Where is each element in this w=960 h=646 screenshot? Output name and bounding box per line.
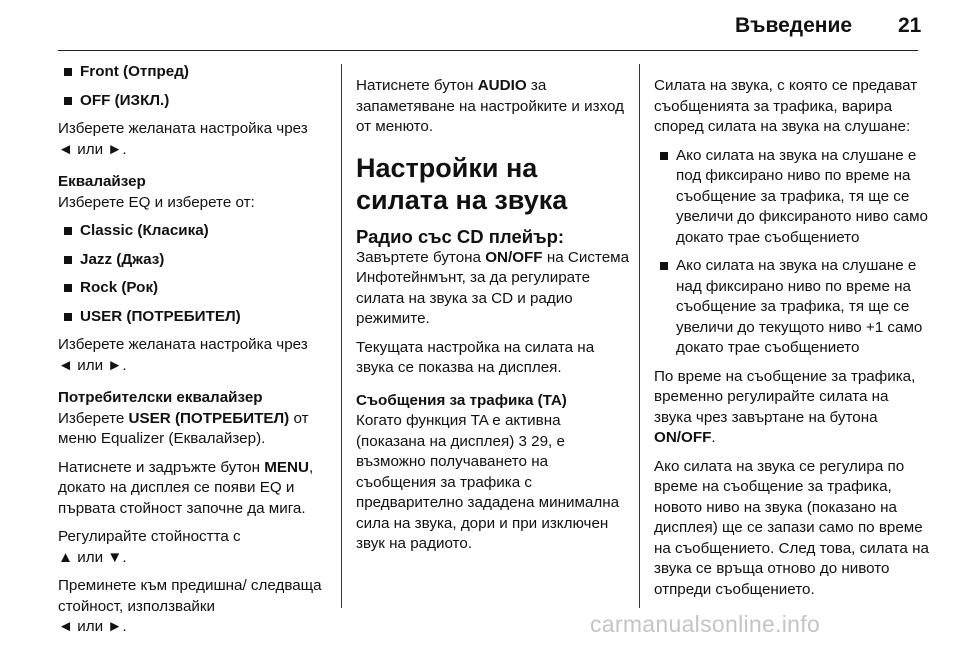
arrow-left-right-icon: ◄ или ►.: [58, 356, 127, 374]
paragraph: По време на съобщение за трафика, временно регулирайте силата на звука чрез завъртане на бутона ON/OFF.: [654, 367, 916, 446]
bullet-square-icon: [64, 256, 72, 264]
bullet-square-icon: [64, 68, 72, 76]
arrow-left-right-icon: ◄ или ►.: [58, 618, 127, 635]
paragraph: Завъртете бутона ON/OFF на Система Инфотейнмънт, за да регулирате силата на звука за CD и радио режимите.: [356, 248, 630, 327]
bullet-square-icon: [64, 97, 72, 105]
list-item: Classic (Класика): [58, 221, 333, 242]
paragraph: Регулирайте стойността с ▲ или ▼.: [58, 528, 241, 566]
subheading: Съобщения за трафика (TA): [356, 391, 567, 409]
paragraph: Изберете USER (ПОТРЕБИТЕЛ) от меню Equalizer (Еквалайзер).: [58, 409, 309, 447]
list-item: Front (Отпред): [58, 62, 333, 83]
arrow-left-right-icon: ◄ или ►.: [58, 140, 127, 158]
bullet-square-icon: [64, 227, 72, 235]
list-item: Ако силата на звука на слушане е под фиксирано ниво по време на съобщение за трафика, тя ще се увеличи до фиксираното ниво само докато трае съобщението: [654, 146, 929, 249]
arrow-up-down-icon: ▲ или ▼.: [58, 548, 127, 566]
column-divider: [639, 64, 640, 608]
list-item: USER (ПОТРЕБИТЕЛ): [58, 307, 333, 328]
column-middle: [356, 76, 631, 563]
watermark: carmanualsonline.info: [590, 611, 821, 637]
list-item: Rock (Рок): [58, 278, 333, 299]
paragraph: Преминете към предишна/ следваща стойност, използвайки ◄ или ►.: [58, 577, 322, 635]
column-left: [58, 62, 333, 646]
paragraph: Изберете желаната настройка чрез ◄ или ►.: [58, 120, 308, 158]
paragraph: Когато функция TA е активна (показана на дисплея) 3 29, е възможно получаването на съобщения за трафика с предварително зададена минимална сила на звука, дори и при изключен звук на радиото.: [356, 412, 620, 552]
page-title: Въведение: [735, 14, 853, 37]
paragraph: [356, 391, 631, 412]
section-title: Настройки на силата на звука: [356, 152, 568, 215]
page-number: 21: [898, 14, 922, 37]
paragraph: [58, 388, 333, 409]
paragraph: Натиснете бутон AUDIO за запаметяване на настройките и изход от менюто.: [356, 77, 624, 135]
column-divider: [341, 64, 342, 608]
subheading: Потребителски еквалайзер: [58, 389, 263, 406]
bullet-square-icon: [660, 152, 668, 160]
paragraph: Изберете желаната настройка чрез ◄ или ►.: [58, 336, 308, 374]
paragraph: Натиснете и задръжте бутон MENU, докато на дисплея се появи EQ и първата стойност започне да мига.: [58, 458, 314, 517]
list-item: Jazz (Джаз): [58, 250, 333, 271]
page-header: [0, 0, 960, 50]
paragraph: Изберете EQ и изберете от:: [58, 193, 255, 211]
paragraph: Силата на звука, с която се предават съобщенията за трафика, варира според силата на звука на слушане:: [654, 77, 918, 135]
page-reference-icon[interactable]: 3: [518, 432, 527, 450]
paragraph: Ако силата на звука се регулира по време на съобщение за трафика, новото ниво на звука (показано на дисплея) ще се запази само по време на съобщението. След това, силата на звука се връща отново до нивото отпреди съобщението.: [654, 457, 929, 598]
paragraph: [58, 172, 333, 193]
bullet-square-icon: [64, 313, 72, 321]
subheading: Еквалайзер: [58, 173, 146, 190]
bullet-square-icon: [64, 284, 72, 292]
paragraph: Текущата настройка на силата на звука се показва на дисплея.: [356, 338, 595, 376]
subsection-title: Радио със CD плейър:: [356, 225, 565, 247]
column-right: [654, 76, 929, 608]
list-item: OFF (ИЗКЛ.): [58, 91, 333, 112]
header-rule: [58, 50, 918, 51]
list-item: Ако силата на звука на слушане е над фиксирано ниво по време на съобщение за трафика, тя ще се увеличи до текущото ниво +1 само докато трае съобщението: [654, 256, 929, 359]
bullet-square-icon: [660, 262, 668, 270]
